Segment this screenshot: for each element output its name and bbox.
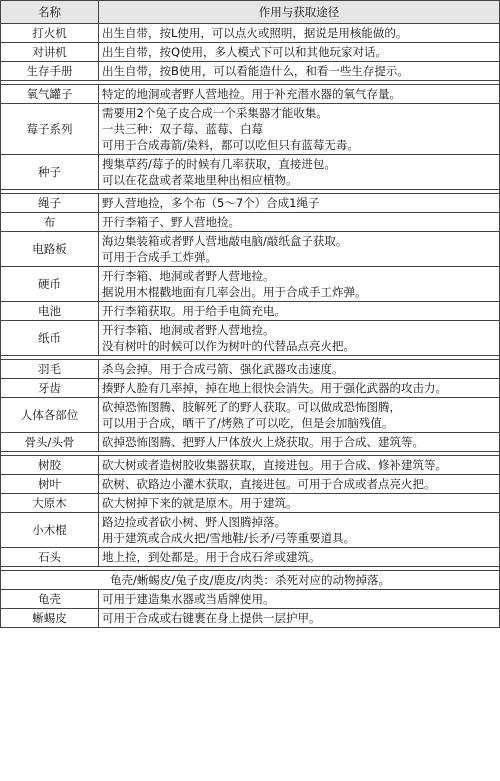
item-name: 牙齿 <box>1 379 99 398</box>
description-line: 揍野人脸有几率掉，掉在地上很快会消失。用于强化武器的攻击力。 <box>102 381 447 395</box>
item-description <box>99 302 500 321</box>
header-desc: 作用与获取途径 <box>99 1 500 24</box>
item-name: 对讲机 <box>1 43 99 62</box>
item-description <box>99 213 500 232</box>
item-name: 绳子 <box>1 194 99 213</box>
table-row <box>1 194 500 213</box>
item-description <box>99 609 500 628</box>
description-line: 可用于建造集水器或当盾牌使用。 <box>102 592 275 606</box>
item-description <box>99 360 500 379</box>
item-description <box>99 104 500 155</box>
item-description <box>99 232 500 267</box>
item-description <box>99 43 500 62</box>
table-row <box>1 590 500 609</box>
item-name: 氧气罐子 <box>1 85 99 104</box>
item-description <box>99 548 500 567</box>
item-description <box>99 321 500 356</box>
item-name: 小木棍 <box>1 513 99 548</box>
item-name: 硬币 <box>1 267 99 302</box>
description-line: 可用于合成毒箭/染料，都可以吃但只有蓝莓无毒。 <box>102 138 359 152</box>
table-body <box>1 24 500 628</box>
table-row <box>1 513 500 548</box>
description-line: 没有树叶的时候可以作为树叶的代替品点亮火把。 <box>102 339 355 353</box>
item-name: 大原木 <box>1 494 99 513</box>
item-description <box>99 494 500 513</box>
item-name: 电池 <box>1 302 99 321</box>
item-description <box>99 85 500 104</box>
table-row <box>1 321 500 356</box>
table-row <box>1 24 500 43</box>
item-name: 骨头/头骨 <box>1 433 99 452</box>
table-header-row <box>1 1 500 24</box>
table-row <box>1 85 500 104</box>
description-line: 特定的地洞或者野人营地捡。用于补充潜水器的氧气存量。 <box>102 87 401 101</box>
table-row <box>1 155 500 190</box>
description-line: 砍掉恐怖图腾、肢解死了的野人获取。可以做成恐怖图腾， <box>102 400 401 414</box>
table-row <box>1 302 500 321</box>
table-row <box>1 433 500 452</box>
header-name: 名称 <box>1 1 99 24</box>
item-description <box>99 379 500 398</box>
merged-note-row <box>1 571 500 590</box>
description-line: 砍树、砍路边小灌木获取，直接进包。可用于合成或者点亮火把。 <box>102 477 436 491</box>
item-name: 打火机 <box>1 24 99 43</box>
description-line: 开行李箱子、野人营地捡。 <box>102 215 240 229</box>
item-description <box>99 433 500 452</box>
item-name: 树胶 <box>1 456 99 475</box>
table-row <box>1 609 500 628</box>
table-row <box>1 456 500 475</box>
table-row <box>1 232 500 267</box>
table-row <box>1 475 500 494</box>
item-description <box>99 194 500 213</box>
item-name: 龟壳 <box>1 590 99 609</box>
description-line: 路边捡或者砍小树、野人图腾掉落。 <box>102 515 286 529</box>
description-line: 用于建筑或合成火把/雪地鞋/长矛/弓等重要道具。 <box>102 531 356 545</box>
description-line: 开行李箱获取。用于给手电筒充电。 <box>102 304 286 318</box>
item-name: 电路板 <box>1 232 99 267</box>
item-name: 生存手册 <box>1 62 99 81</box>
table-row <box>1 379 500 398</box>
description-line: 野人营地捡，多个布（5～7个）合成1绳子 <box>102 196 320 210</box>
item-description <box>99 456 500 475</box>
table-row <box>1 104 500 155</box>
table-row <box>1 267 500 302</box>
description-line: 可以在花盘或者菜地里种出相应植物。 <box>102 173 298 187</box>
table-row <box>1 548 500 567</box>
description-line: 砍掉恐怖图腾、把野人尸体放火上烧获取。用于合成、建筑等。 <box>102 435 424 449</box>
item-description <box>99 590 500 609</box>
item-description <box>99 398 500 433</box>
merged-note: 龟壳/蜥蜴皮/兔子皮/鹿皮/肉类：杀死对应的动物掉落。 <box>1 571 500 590</box>
description-line: 搜集草药/莓子的时候有几率获取，直接进包。 <box>102 157 336 171</box>
description-line: 砍大树或者造树胶收集器获取，直接进包。用于合成、修补建筑等。 <box>102 458 447 472</box>
description-line: 开行李箱、地洞或者野人营地捡。 <box>102 323 275 337</box>
item-description <box>99 24 500 43</box>
description-line: 可用于合成手工炸弹。 <box>102 250 217 264</box>
item-description <box>99 62 500 81</box>
item-name: 树叶 <box>1 475 99 494</box>
table-row <box>1 213 500 232</box>
item-description <box>99 267 500 302</box>
table-row <box>1 494 500 513</box>
description-line: 海边集装箱或者野人营地敲电脑/敲纸盒子获取。 <box>102 234 348 248</box>
item-description <box>99 513 500 548</box>
description-line: 出生自带，按B使用，可以看能造什么，和看一些生存提示。 <box>102 64 409 78</box>
item-name: 种子 <box>1 155 99 190</box>
item-name: 石头 <box>1 548 99 567</box>
description-line: 开行李箱、地洞或者野人营地捡。 <box>102 269 275 283</box>
item-name: 人体各部位 <box>1 398 99 433</box>
item-name: 蜥蜴皮 <box>1 609 99 628</box>
item-name: 纸币 <box>1 321 99 356</box>
item-name: 布 <box>1 213 99 232</box>
description-line: 出生自带，按L使用，可以点火或照明，据说是用核能做的。 <box>102 26 408 40</box>
item-name: 莓子系列 <box>1 104 99 155</box>
description-line: 地上捡，到处都是。用于合成石斧或建筑。 <box>102 550 321 564</box>
description-line: 需要用2个兔子皮合成一个采集器才能收集。 <box>102 106 328 120</box>
item-description <box>99 155 500 190</box>
table-row <box>1 62 500 81</box>
description-line: 据说用木棍戳地面有几率会出。用于合成手工炸弹。 <box>102 285 367 299</box>
description-line: 砍大树掉下来的就是原木。用于建筑。 <box>102 496 298 510</box>
description-line: 可用于合成或右键裹在身上提供一层护甲。 <box>102 611 321 625</box>
description-line: 一共三种：双子莓、蓝莓、白莓 <box>102 122 263 136</box>
item-name: 羽毛 <box>1 360 99 379</box>
item-description <box>99 475 500 494</box>
table-row <box>1 43 500 62</box>
table-row <box>1 398 500 433</box>
description-line: 出生自带，按Q使用，多人模式下可以和其他玩家对话。 <box>102 45 388 59</box>
table-row <box>1 360 500 379</box>
description-line: 杀鸟会掉。用于合成弓箭、强化武器攻击速度。 <box>102 362 344 376</box>
description-line: 可以用于合成，晒干了/烤熟了可以吃，但是会加脑残值。 <box>102 416 394 430</box>
